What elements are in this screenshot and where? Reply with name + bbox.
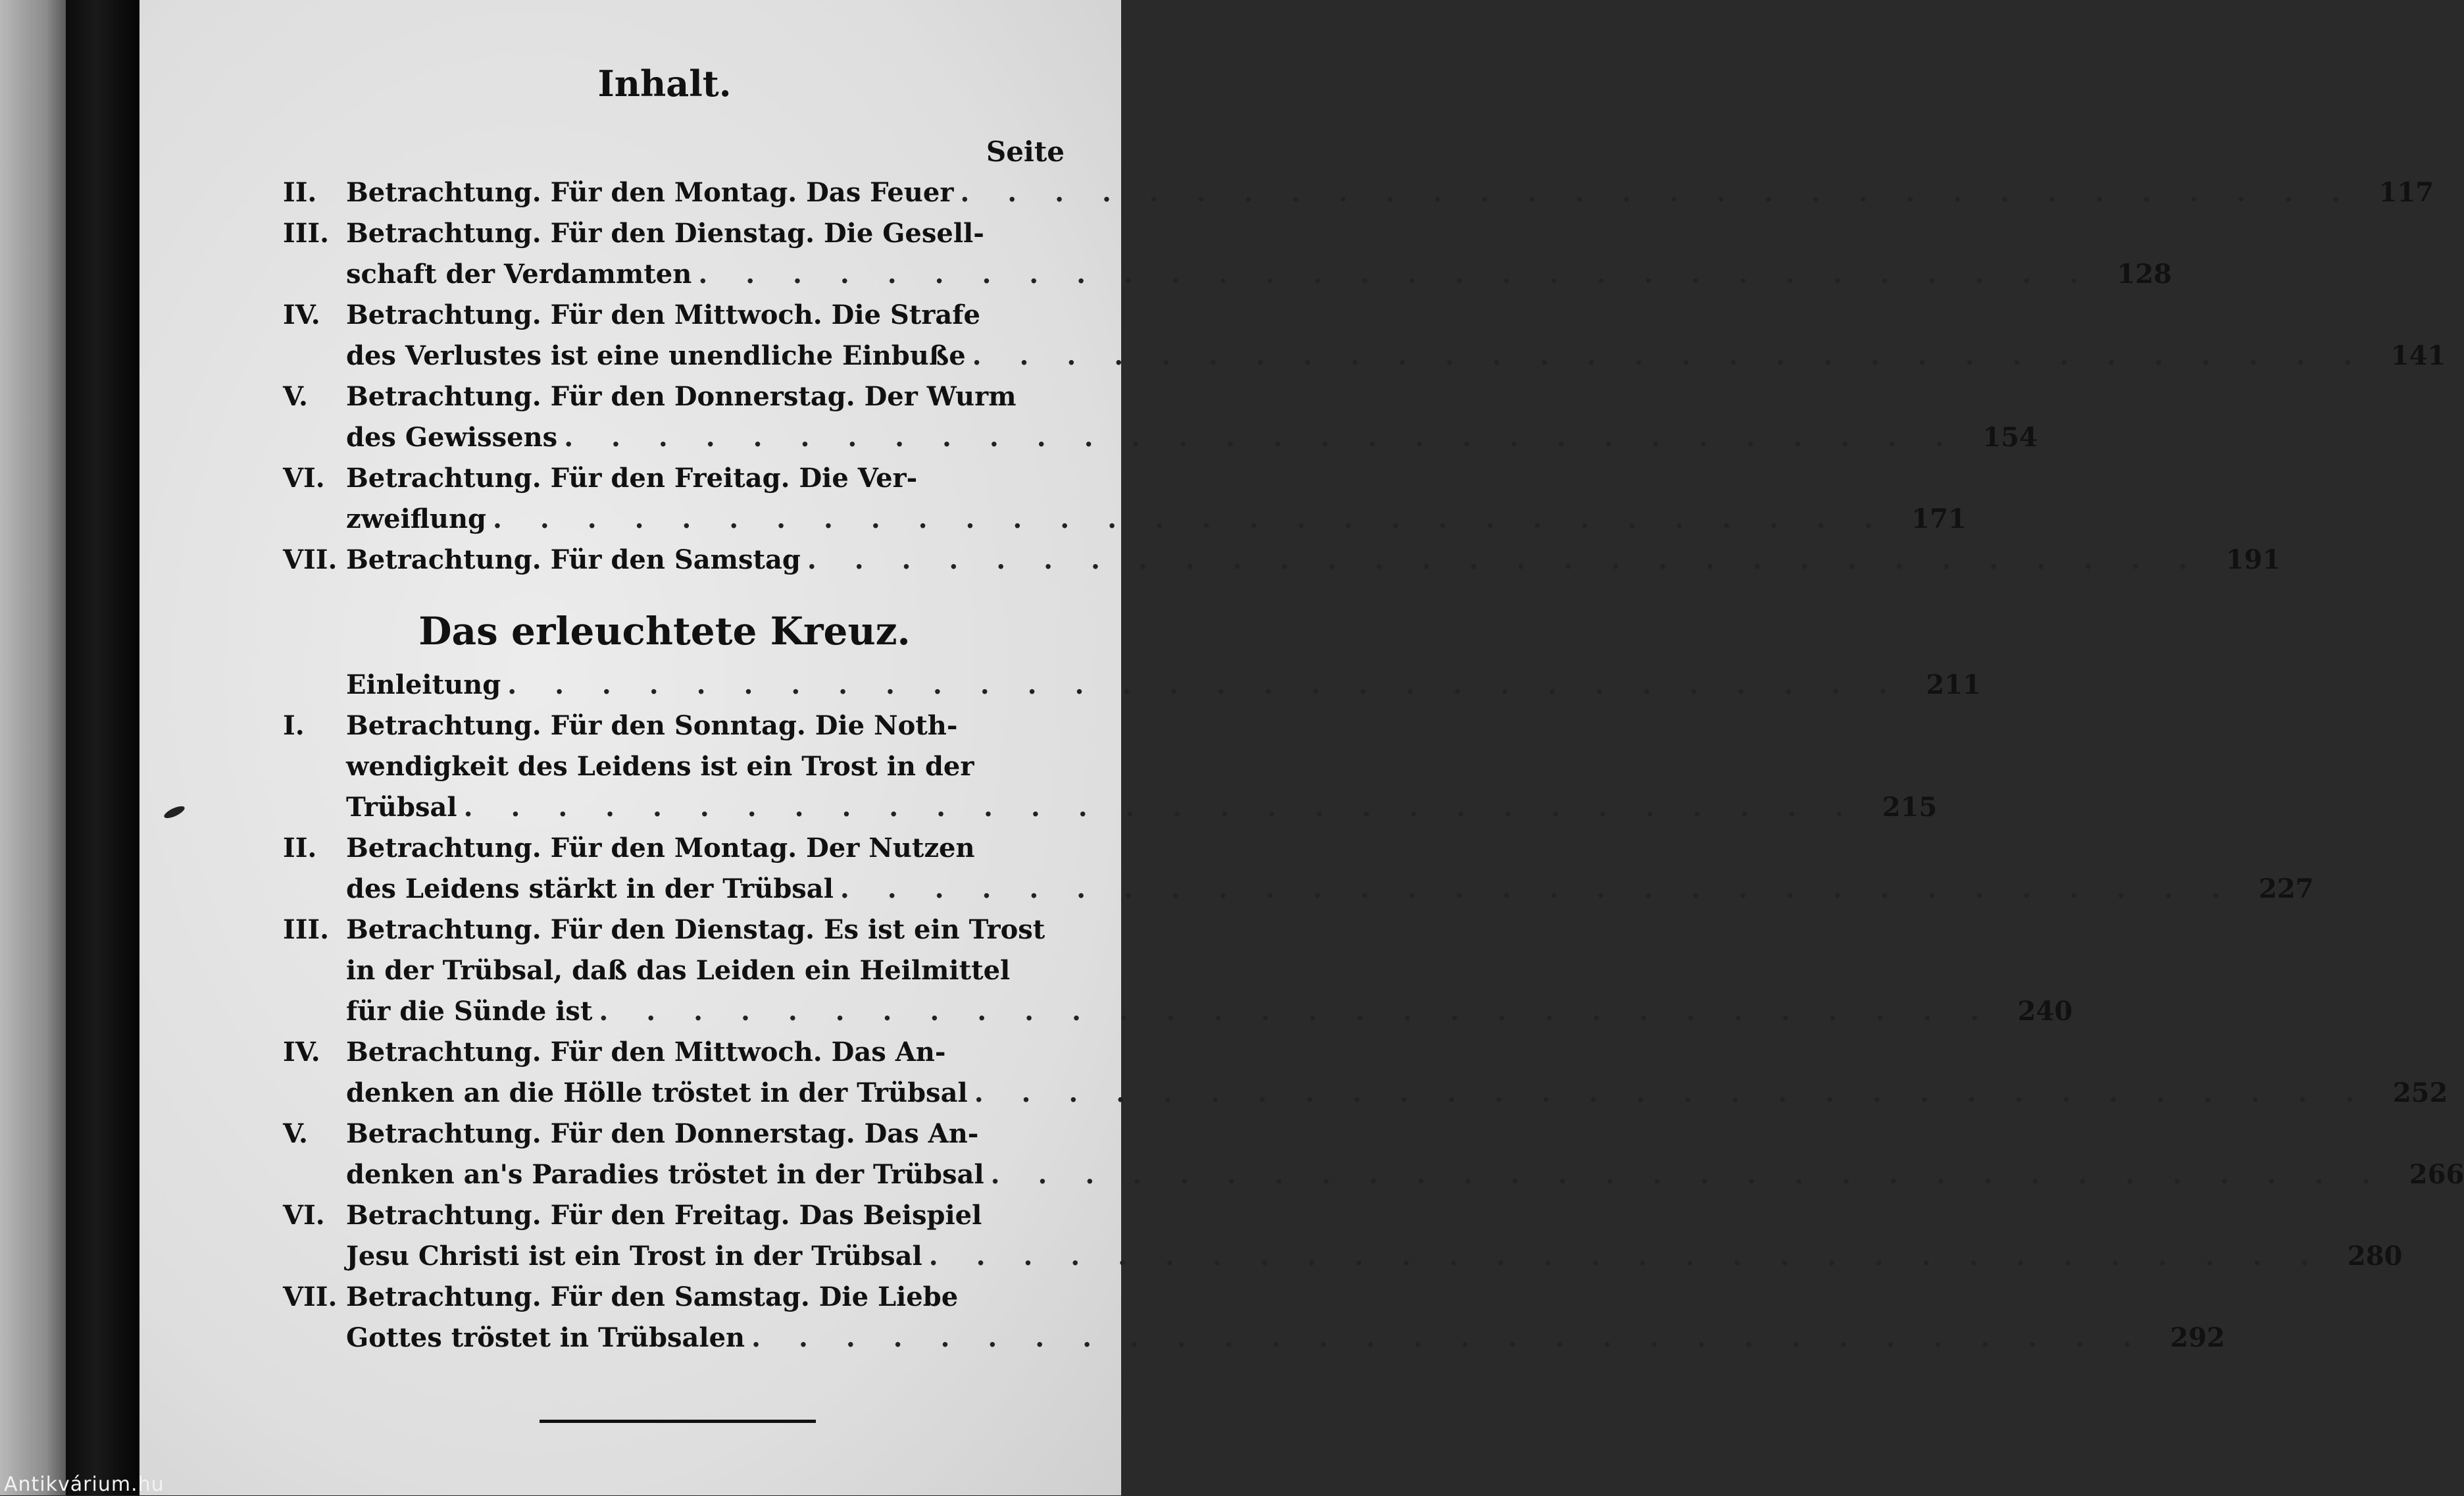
toc-entry-text: Betrachtung. Für den Dienstag. Es ist ein Trost <box>346 914 1045 945</box>
dot-leader <box>592 991 2000 1032</box>
toc-entry-line <box>283 1195 1072 1236</box>
toc-page-number: 154 <box>1982 422 2038 453</box>
toc-entry-text: Trübsal <box>346 792 457 823</box>
toc-entry-text: Betrachtung. Für den Donnerstag. Das An- <box>346 1118 979 1149</box>
closing-rule <box>540 1420 816 1423</box>
toc-page-number: 266 <box>2409 1159 2464 1190</box>
dot-leader <box>922 1236 2330 1277</box>
toc-entry-line <box>283 376 1072 417</box>
toc-entry-line <box>283 910 1072 950</box>
toc-entry-number: VII. <box>283 544 338 575</box>
toc-entry-number: IV. <box>283 299 320 330</box>
toc-entry-line <box>283 1318 2225 1358</box>
dot-leader <box>486 499 1894 540</box>
toc-entry-line <box>283 1073 2448 1114</box>
toc-page-number: 211 <box>1926 669 1981 700</box>
toc-entry <box>283 295 2446 376</box>
toc-entry-line <box>283 787 1938 828</box>
toc-entry-text: des Leidens stärkt in der Trübsal <box>346 873 834 904</box>
toc-entry-number: I. <box>283 710 305 741</box>
toc-page-number: 227 <box>2259 873 2314 904</box>
toc-entry <box>283 910 2073 1032</box>
toc-entry-text: Betrachtung. Für den Samstag. Die Liebe <box>346 1281 959 1312</box>
toc-entry-text: Betrachtung. Für den Freitag. Die Ver- <box>346 463 918 494</box>
toc-entry-text: denken an's Paradies tröstet in der Trübsal <box>346 1159 984 1190</box>
toc-page-number: 128 <box>2117 259 2172 290</box>
toc-entry-line <box>283 540 2281 580</box>
toc-entry <box>283 1032 2448 1114</box>
watermark-text: Antikvárium.hu <box>4 1473 164 1496</box>
toc-entry-text: schaft der Verdammten <box>346 259 692 290</box>
toc-entry <box>283 828 2314 910</box>
dot-leader <box>966 336 2374 376</box>
toc-page-number: 117 <box>2378 177 2434 208</box>
dot-leader <box>691 254 2099 295</box>
dot-leader <box>745 1318 2153 1358</box>
toc-entry-line <box>283 828 1072 869</box>
toc-entry-number: II. <box>283 833 317 864</box>
toc-entry-number: V. <box>283 1118 308 1149</box>
toc-entry <box>283 213 2172 295</box>
toc-entry-line <box>283 499 1967 540</box>
toc-entry <box>283 540 2281 580</box>
toc-entry-text: Betrachtung. Für den Montag. Der Nutzen <box>346 833 975 864</box>
dot-leader <box>834 869 2242 910</box>
toc-page-number: 215 <box>1882 792 1938 823</box>
toc-entry-text: Betrachtung. Für den Donnerstag. Der Wurm <box>346 381 1017 412</box>
toc-entry-line <box>283 1236 2403 1277</box>
toc-entry-text: Betrachtung. Für den Montag. Das Feuer <box>346 177 954 208</box>
toc-page-number: 280 <box>2347 1241 2403 1272</box>
toc-list-part1 <box>283 172 2446 580</box>
section-title: Das erleuchtete Kreuz. <box>418 609 911 654</box>
toc-entry-line <box>283 991 2073 1032</box>
toc-entry-line <box>283 213 1072 254</box>
toc-entry-number: VI. <box>283 1200 325 1231</box>
toc-entry-text: Betrachtung. Für den Samstag <box>346 544 801 575</box>
toc-entry-text: zweiflung <box>346 503 487 534</box>
toc-entry <box>283 665 1981 706</box>
toc-entry-text: des Gewissens <box>346 422 558 453</box>
toc-entry-line <box>283 746 1072 787</box>
toc-page-number: 141 <box>2390 340 2446 371</box>
toc-list-part2 <box>283 665 2464 1358</box>
dot-leader <box>953 172 2361 213</box>
toc-entry-number: III. <box>283 218 330 249</box>
toc-entry <box>283 706 1938 828</box>
toc-entry-line <box>283 950 1072 991</box>
dot-leader <box>557 417 1965 458</box>
toc-entry-text: wendigkeit des Leidens ist ein Trost in der <box>346 751 974 782</box>
toc-page-number: 240 <box>2017 996 2073 1027</box>
toc-entry-line <box>283 1114 1072 1154</box>
toc-entry-text: Betrachtung. Für den Dienstag. Die Gesell- <box>346 218 984 249</box>
toc-entry-text: Jesu Christi ist ein Trost in der Trübsal <box>346 1241 922 1272</box>
toc-entry-line <box>283 417 2038 458</box>
toc-entry-text: Betrachtung. Für den Freitag. Das Beispiel <box>346 1200 982 1231</box>
page-column-label: Seite <box>986 136 1065 168</box>
toc-entry <box>283 1114 2464 1195</box>
toc-entry-line <box>283 254 2172 295</box>
toc-entry-line <box>283 1277 1072 1318</box>
toc-entry-text: Betrachtung. Für den Sonntag. Die Noth- <box>346 710 958 741</box>
dot-leader <box>801 540 2209 580</box>
toc-entry-text: des Verlustes ist eine unendliche Einbuße <box>346 340 966 371</box>
toc-entry-number: III. <box>283 914 330 945</box>
toc-entry-number: IV. <box>283 1037 320 1068</box>
toc-entry <box>283 172 2434 213</box>
background-edge <box>0 0 66 1495</box>
dot-leader <box>457 787 1865 828</box>
toc-entry-text: Gottes tröstet in Trübsalen <box>346 1322 745 1353</box>
toc-entry <box>283 458 1967 540</box>
page-title: Inhalt. <box>597 63 732 105</box>
toc-entry-text: denken an die Hölle tröstet in der Trübsal <box>346 1077 968 1108</box>
toc-entry-number: II. <box>283 177 317 208</box>
toc-entry-number: VI. <box>283 463 325 494</box>
toc-entry-number: VII. <box>283 1281 338 1312</box>
toc-entry-text: Einleitung <box>346 669 501 700</box>
toc-entry <box>283 1277 2225 1358</box>
toc-entry <box>283 376 2038 458</box>
toc-entry <box>283 1195 2403 1277</box>
dot-leader <box>968 1073 2376 1114</box>
toc-entry-text: Betrachtung. Für den Mittwoch. Das An- <box>346 1037 946 1068</box>
book-binding <box>66 0 139 1495</box>
dot-leader <box>984 1154 2392 1195</box>
toc-entry-line <box>283 1032 1072 1073</box>
toc-entry-line <box>283 1154 2464 1195</box>
toc-entry-line <box>283 295 1072 336</box>
toc-entry-text: in der Trübsal, daß das Leiden ein Heilmittel <box>346 955 1011 986</box>
toc-entry-line <box>283 706 1072 746</box>
toc-page-number: 252 <box>2392 1077 2448 1108</box>
toc-entry-line <box>283 665 1981 706</box>
dot-leader <box>501 665 1909 706</box>
toc-entry-line <box>283 458 1072 499</box>
toc-entry-text: für die Sünde ist <box>346 996 593 1027</box>
toc-entry-number: V. <box>283 381 308 412</box>
toc-page-number: 191 <box>2225 544 2281 575</box>
toc-entry-line <box>283 172 2434 213</box>
toc-entry-line <box>283 869 2314 910</box>
toc-entry-text: Betrachtung. Für den Mittwoch. Die Strafe <box>346 299 980 330</box>
toc-page-number: 171 <box>1911 503 1967 534</box>
toc-entry-line <box>283 336 2446 376</box>
toc-page-number: 292 <box>2170 1322 2225 1353</box>
